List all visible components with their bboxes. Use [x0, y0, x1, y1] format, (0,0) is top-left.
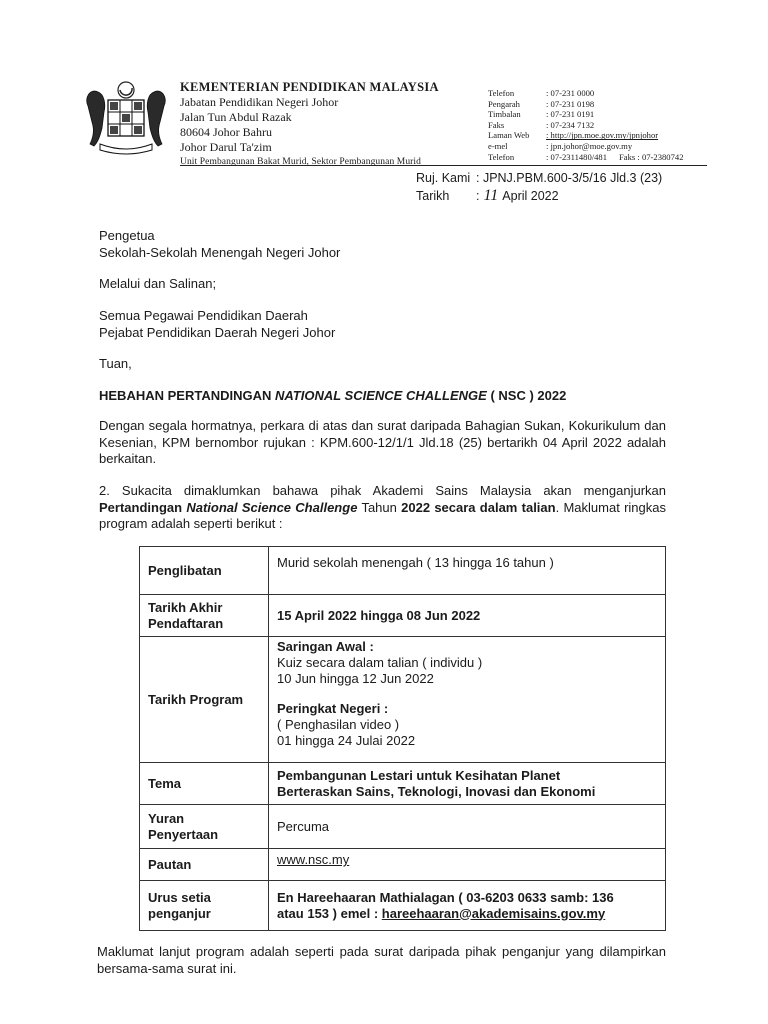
- pautan-value: [269, 849, 666, 881]
- table-row: [140, 881, 666, 931]
- urus-setia-label: Urus setia penganjur: [140, 881, 269, 931]
- tema-label: Tema: [140, 763, 269, 805]
- date-value: April 2022: [502, 189, 559, 203]
- urus-setia-value: En Hareehaaran Mathialagan ( 03-6203 0633 samb: 136 atau 153 ) emel : hareehaaran@akademisains.gov.my: [269, 881, 666, 931]
- organiser-email-link[interactable]: hareehaaran@akademisains.gov.my: [381, 905, 606, 921]
- reference-block: Ruj. Kami : JPNJ.PBM.600-3/5/16 Jld.3 (23) Tarikh : 11 April 2022: [416, 171, 663, 204]
- address-state: Johor Darul Ta'zim: [180, 140, 272, 154]
- contact-row: Timbalan : 07-231 0191: [488, 109, 595, 120]
- table-row: [140, 849, 666, 881]
- subject-heading: HEBAHAN PERTANDINGAN NATIONAL SCIENCE CHALLENGE ( NSC ) 2022: [99, 388, 567, 403]
- penglibatan-value: Murid sekolah menengah ( 13 hingga 16 tahun ): [269, 547, 666, 595]
- yuran-label: Yuran Penyertaan: [140, 805, 269, 849]
- contact-row: e-mel : jpn.johor@moe.gov.my: [488, 140, 633, 151]
- address-street: Jalan Tun Abdul Razak: [180, 110, 292, 124]
- tarikh-program-label: Tarikh Program: [140, 637, 269, 763]
- address-postcode: 80604 Johor Bahru: [180, 125, 272, 139]
- website-link[interactable]: : http://jpn.moe.gov.my/jpnjohor: [546, 130, 659, 141]
- contact-row: Pengarah : 07-231 0198: [488, 98, 595, 109]
- nsc-website-link[interactable]: www.nsc.my: [277, 852, 350, 867]
- malaysia-crest-logo: [80, 76, 172, 158]
- date-label: Tarikh: [416, 189, 450, 203]
- via-line: Melalui dan Salinan;: [99, 276, 217, 291]
- salutation: Tuan,: [99, 356, 132, 371]
- ruj-value: : JPNJ.PBM.600-3/5/16 Jld.3 (23): [476, 171, 663, 185]
- programme-info-table: [139, 546, 666, 931]
- table-row: [140, 805, 666, 849]
- table-row: [140, 637, 666, 763]
- yuran-value: Percuma: [269, 805, 666, 849]
- closing-paragraph: Maklumat lanjut program adalah seperti pada surat daripada pihak penganjur yang dilampirkan bersama-sama surat ini.: [97, 944, 666, 976]
- copy-recipients: Semua Pegawai Pendidikan Daerah Pejabat Pendidikan Daerah Negeri Johor: [99, 308, 336, 340]
- pautan-label: Pautan: [140, 849, 269, 881]
- contact-row: Faks : 07-234 7132: [488, 119, 595, 130]
- department-name: Jabatan Pendidikan Negeri Johor: [180, 95, 339, 109]
- paragraph-2: 2. Sukacita dimaklumkan bahawa pihak Akademi Sains Malaysia akan menganjurkan Pertandingan National Science Challenge Tahun 2022 secara dalam talian. Maklumat ringkas program adalah seperti berikut :: [99, 483, 666, 531]
- header-divider: [180, 165, 707, 166]
- table-row: [140, 763, 666, 805]
- penglibatan-label: Penglibatan: [140, 547, 269, 595]
- tarikh-akhir-label: Tarikh Akhir Pendaftaran: [140, 595, 269, 637]
- tarikh-program-value: Saringan Awal : Kuiz secara dalam talian ( individu ) 10 Jun hingga 12 Jun 2022 Peringkat Negeri : ( Penghasilan video ) 01 hingga 24 Julai 2022: [269, 637, 666, 763]
- recipient: Pengetua Sekolah-Sekolah Menengah Negeri Johor: [99, 228, 341, 260]
- contact-row: Telefon : 07-231 0000: [488, 88, 595, 98]
- email-link[interactable]: : jpn.johor@moe.gov.my: [546, 140, 633, 151]
- organisation-address: [180, 80, 439, 170]
- tarikh-akhir-value: 15 April 2022 hingga 08 Jun 2022: [269, 595, 666, 637]
- ministry-name: KEMENTERIAN PENDIDIKAN MALAYSIA: [180, 80, 439, 94]
- contact-row: Telefon : 07-2311480/481 Faks : 07-2380742: [488, 151, 684, 162]
- table-row: [140, 595, 666, 637]
- date-day-handwritten: 11: [483, 187, 499, 204]
- paragraph-1: Dengan segala hormatnya, perkara di atas dan surat daripada Bahagian Sukan, Kokurikulum dan Kesenian, KPM bernombor rujukan : KPM.600-12/1/1 Jld.18 (25) bertarikh 04 April 2022 adalah berkaitan.: [99, 418, 666, 466]
- contact-details: [488, 88, 683, 162]
- ruj-label: Ruj. Kami: [416, 171, 471, 185]
- contact-row: Laman Web : http://jpn.moe.gov.my/jpnjohor: [488, 130, 659, 141]
- tema-value: Pembangunan Lestari untuk Kesihatan Planet Berteraskan Sains, Teknologi, Inovasi dan Ekonomi: [269, 763, 666, 805]
- unit-name: Unit Pembangunan Bakat Murid, Sektor Pembangunan Murid: [180, 157, 422, 167]
- table-row: [140, 547, 666, 595]
